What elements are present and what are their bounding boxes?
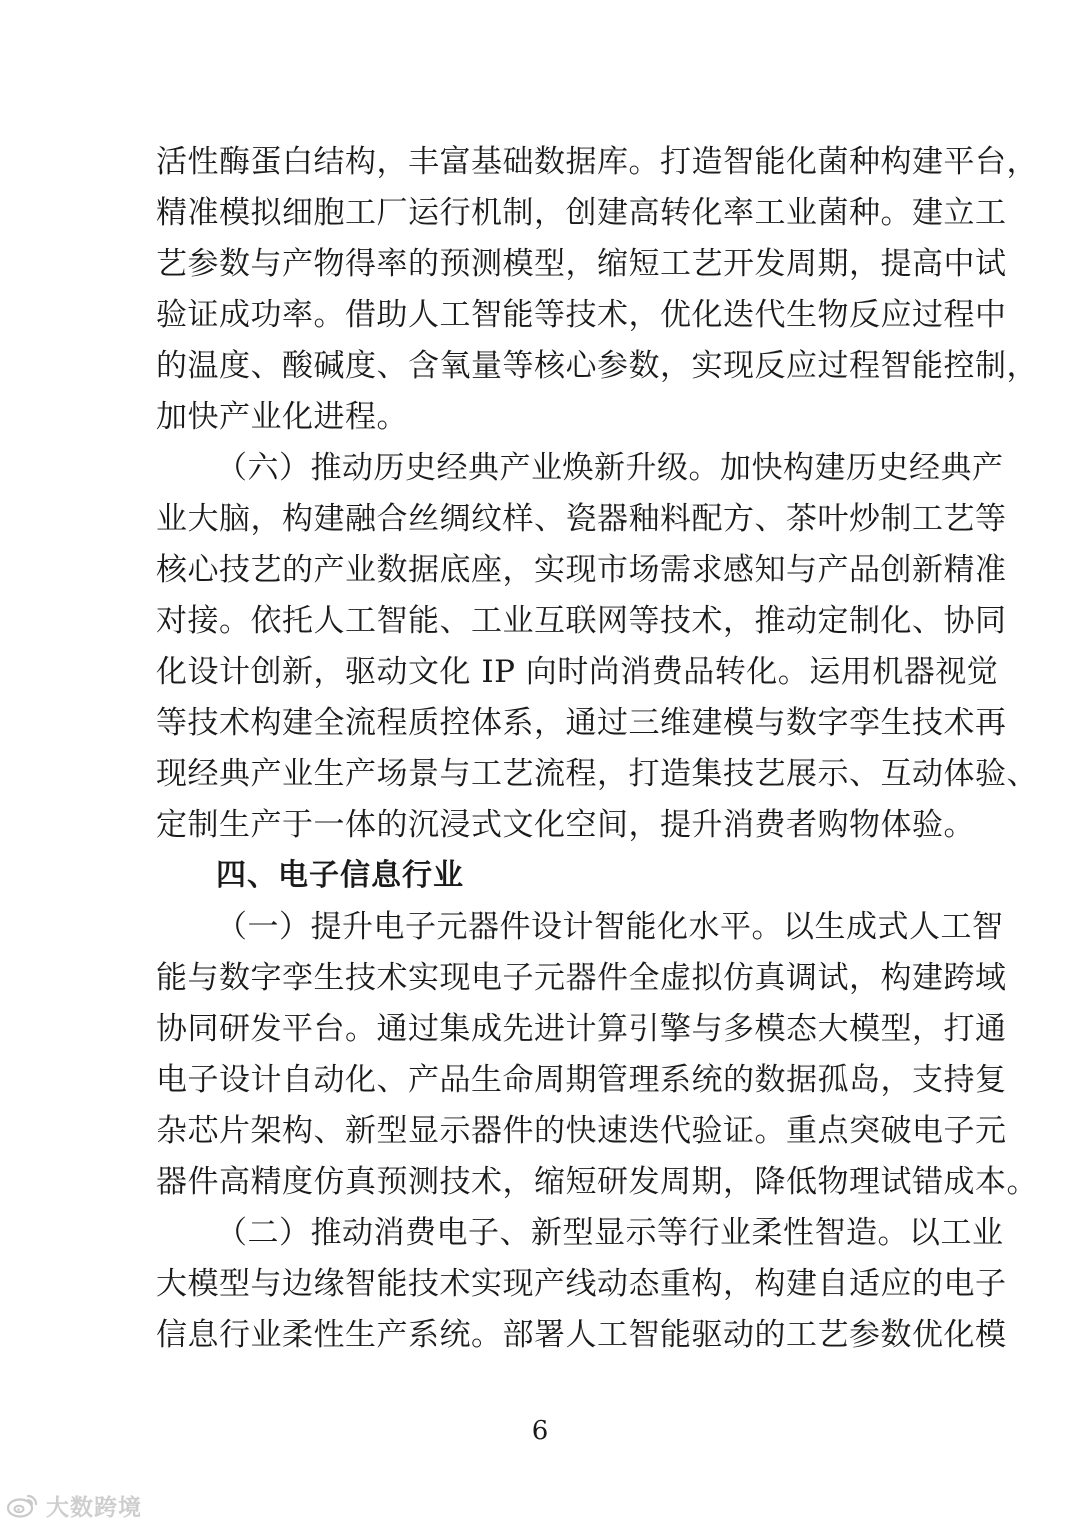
section-heading: 四、电子信息行业	[216, 858, 464, 893]
watermark	[6, 1489, 142, 1521]
body-text-line: 大模型与边缘智能技术实现产线动态重构，构建自适应的电子	[156, 1266, 1007, 1302]
body-text-line: 活性酶蛋白结构，丰富基础数据库。打造智能化菌种构建平台，	[156, 144, 1038, 180]
body-text-line: 业大脑，构建融合丝绸纹样、瓷器釉料配方、茶叶炒制工艺等	[156, 501, 1007, 537]
body-text-line: 电子设计自动化、产品生命周期管理系统的数据孤岛，支持复	[156, 1062, 1007, 1098]
body-text-line: 杂芯片架构、新型显示器件的快速迭代验证。重点突破电子元	[156, 1113, 1007, 1149]
watermark-text: 大数跨境	[46, 1494, 142, 1521]
body-text-line: 精准模拟细胞工厂运行机制，创建高转化率工业菌种。建立工	[156, 195, 1007, 231]
body-text-line: 现经典产业生产场景与工艺流程，打造集技艺展示、互动体验、	[156, 756, 1038, 792]
body-text-line: 对接。依托人工智能、工业互联网等技术，推动定制化、协同	[156, 603, 1007, 639]
body-text-line: 协同研发平台。通过集成先进计算引擎与多模态大模型，打通	[156, 1011, 1007, 1047]
body-text-line: 核心技艺的产业数据底座，实现市场需求感知与产品创新精准	[156, 552, 1007, 588]
body-text-line: 的温度、酸碱度、含氧量等核心参数，实现反应过程智能控制，	[156, 348, 1038, 384]
subsection-1-lead-line: （一）提升电子元器件设计智能化水平。以生成式人工智	[216, 909, 1004, 945]
body-text-line: 等技术构建全流程质控体系，通过三维建模与数字孪生技术再	[156, 705, 1007, 741]
body-text-line: 器件高精度仿真预测技术，缩短研发周期，降低物理试错成本。	[156, 1164, 1038, 1200]
body-text-line: 验证成功率。借助人工智能等技术，优化迭代生物反应过程中	[156, 297, 1007, 333]
section-6-lead-line: （六）推动历史经典产业焕新升级。加快构建历史经典产	[216, 450, 1004, 486]
body-text-line: 艺参数与产物得率的预测模型，缩短工艺开发周期，提高中试	[156, 246, 1007, 282]
body-text-line: 信息行业柔性生产系统。部署人工智能驱动的工艺参数优化模	[156, 1317, 1007, 1353]
body-text-line: 能与数字孪生技术实现电子元器件全虚拟仿真调试，构建跨域	[156, 960, 1007, 996]
page-number: 6	[531, 1416, 549, 1446]
body-text-line: 定制生产于一体的沉浸式文化空间，提升消费者购物体验。	[156, 807, 975, 843]
body-text-line: 加快产业化进程。	[156, 399, 408, 435]
body-text-line: 化设计创新，驱动文化 IP 向时尚消费品转化。运用机器视觉	[156, 654, 999, 690]
subsection-2-lead-line: （二）推动消费电子、新型显示等行业柔性智造。以工业	[216, 1215, 1004, 1251]
weibo-logo-icon	[6, 1491, 40, 1519]
